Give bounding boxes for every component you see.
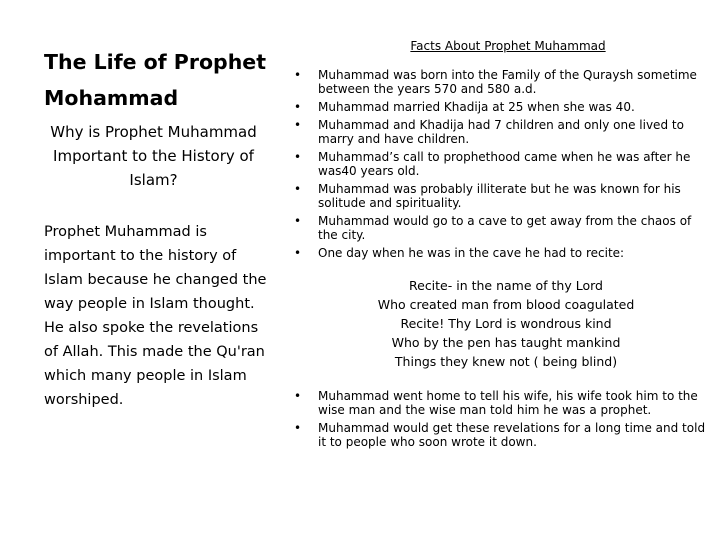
bullet-icon: • xyxy=(294,214,302,228)
list-item xyxy=(280,421,710,449)
list-item xyxy=(280,182,710,210)
list-item-text: Muhammad would get these revelations for a long time and told it to people who soon wrote it down. xyxy=(318,421,706,449)
list-item-text: Muhammad went home to tell his wife, his wife took him to the wise man and the wise man told him he was a prophet. xyxy=(318,389,698,417)
list-item-text: Muhammad married Khadija at 25 when she was 40. xyxy=(318,100,635,114)
body-paragraph: Prophet Muhammad is important to the history of Islam because he changed the way people in Islam thought. He also spoke the revelations of Allah. This made the Qu'ran which many people in Islam worshiped. xyxy=(44,224,267,408)
list-item-text: One day when he was in the cave he had to recite: xyxy=(318,246,625,260)
list-item-text: Muhammad would go to a cave to get away from the chaos of the city. xyxy=(318,214,692,242)
list-item xyxy=(280,100,710,114)
left-column xyxy=(44,44,274,408)
list-item xyxy=(280,118,710,146)
list-item xyxy=(280,246,710,260)
list-item xyxy=(280,68,710,96)
poem-line: Recite! Thy Lord is wondrous kind xyxy=(400,316,612,331)
page-title: The Life of Prophet Mohammad xyxy=(44,50,266,110)
list-item xyxy=(280,214,710,242)
bullet-icon: • xyxy=(294,100,302,114)
subtitle: Why is Prophet Muhammad Important to the History of Islam? xyxy=(50,123,257,189)
bullet-icon: • xyxy=(294,182,302,196)
bullet-icon: • xyxy=(294,150,302,164)
bullet-icon: • xyxy=(294,389,302,403)
facts-list-top xyxy=(280,68,710,260)
list-item xyxy=(280,150,710,178)
poem-line: Who created man from blood coagulated xyxy=(377,297,635,312)
list-item-text: Muhammad was probably illiterate but he was known for his solitude and spirituality. xyxy=(318,182,681,210)
right-column xyxy=(280,39,710,453)
bullet-icon: • xyxy=(294,246,302,260)
poem-block xyxy=(280,276,696,371)
facts-list-bottom xyxy=(280,389,710,449)
bullet-icon: • xyxy=(294,118,302,132)
bullet-icon: • xyxy=(294,68,302,82)
poem-line: Who by the pen has taught mankind xyxy=(391,335,621,350)
list-item-text: Muhammad’s call to prophethood came when he was after he was40 years old. xyxy=(318,150,691,178)
facts-heading: Facts About Prophet Muhammad xyxy=(410,39,606,53)
list-item-text: Muhammad and Khadija had 7 children and only one lived to marry and have children. xyxy=(318,118,684,146)
poem-line: Things they knew not ( being blind) xyxy=(394,354,618,369)
poem-line: Recite- in the name of thy Lord xyxy=(409,278,603,293)
bullet-icon: • xyxy=(294,421,302,435)
list-item xyxy=(280,389,710,417)
list-item-text: Muhammad was born into the Family of the Quraysh sometime between the years 570 and 580 a.d. xyxy=(318,68,697,96)
